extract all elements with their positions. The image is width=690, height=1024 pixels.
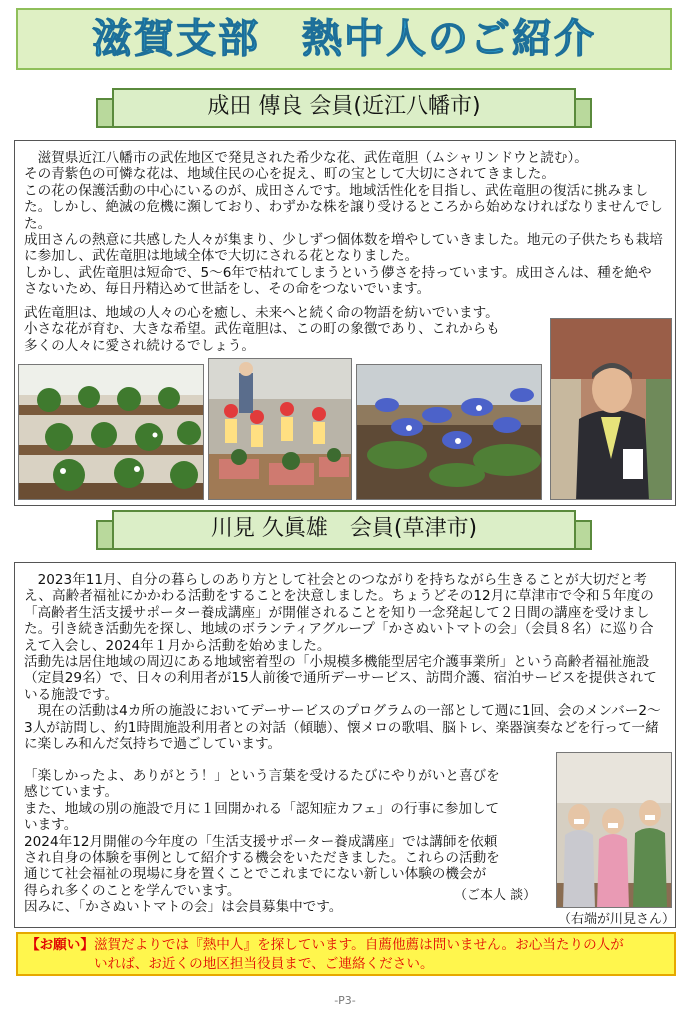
kawami-signature: （ご本人 談） [454, 888, 537, 903]
kawami-article-text: 2023年11月、自分の暮らしのあり方として社会とのつながりを持ちながら生きることが大切だと考え、高齢者福祉にかかわる活動をすることを決意しました。ちょうどその12月に草津市で令和５年度の「高齢者生活支援サポーター養成講座」が開催されることを知り一念発起して２日間の講座を受けました。引き続き活動先を探し、地域のボランティアグループ「かさぬいトマトの会」（会員８名）に巡り合えて入会し、2024年１月から活動を始めました。 活動先は居住地域の周辺にある地域密着型の「小規模多機能型居宅介護事業所」という高齢者福祉施設（定員29名）で、日々の利用者が15人前後で通所デーサービス、訪問介護、宿泊サービスを提供されている施設です。 現在の活動は4カ所の施設においてデーサービスのプログラムの一部として週に1回、会のメンバー2～3人が訪問し、約1時間施設利用者との対話（傾聴）、懐メロの歌唱、脳トレ、楽器演奏などを行って一緒に楽しみ和んだ気持ちで過ごしています。 [24, 572, 661, 753]
notice-label: 【お願い】 [26, 937, 94, 953]
page-number: -P3- [334, 994, 356, 1007]
flowers-image [357, 365, 542, 500]
page-title: 滋賀支部 熱中人のご紹介 [16, 8, 672, 70]
photo-narita-portrait [550, 318, 672, 500]
photo-kawami-group [556, 752, 672, 908]
photo-gentian-flowers [356, 364, 542, 500]
ribbon-right-flap [574, 520, 592, 550]
member-name-kawami: 川見 久眞雄 会員(草津市) [210, 516, 478, 541]
narita-article-text: 滋賀県近江八幡市の武佐地区で発見された希少な花、武佐竜胆（ムシャリンドウと読む）。 その青紫色の可憐な花は、地域住民の心を捉え、町の宝として大切にされてきました。 この花の保護活動の中心にいるのが、成田さんです。地域活性化を目指し、武佐竜胆の復活に挑みました。しかし、絶滅の危機に瀕しており、わずかな株を譲り受けるところから始めなければなりませんでした。 成田さんの熱意に共感した人々が集まり、少しずつ個体数を増やしていきました。地元の子供たちも栽培に参加し、武佐竜胆は地域全体で大切にされる花となりました。 しかし、武佐竜胆は短命で、5～6年で枯れてしまうという儚さを持っています。成田さんは、種を絶やさないため、毎日丹精込めて世話をし、その命をつないでいます。 [24, 150, 663, 298]
photo-gentian-planters [18, 364, 204, 500]
narita-article-closing: 武佐竜胆は、地域の人々の心を癒し、未来へと続く命の物語を紡いでいます。 小さな花が育む、大きな希望。武佐竜胆は、この町の象徴であり、これからも 多くの人々に愛され続けるでしょう。 [24, 305, 500, 354]
kawami-article-closing: 「楽しかったよ、ありがとう！」という言葉を受けるたびにやりがいと喜びを 感じています。 また、地域の別の施設で月に１回開かれる「認知症カフェ」の行事に参加して います。 2024年12月開催の今年度の「生活支援サポーター養成講座」では講師を依頼 され自身の体験を事例として紹介する機会をいただきました。これらの活動を 通じて社会福祉の現場に身を置くことでこれまでにない新しい体験の機会が 得られ多くのことを学んでいます。 因みに、「かさぬいトマトの会」は会員募集中です。 [24, 768, 500, 916]
group-photo-caption: （右端が川見さん） [558, 912, 676, 927]
group-photo-image [557, 753, 672, 908]
member-name-narita: 成田 傳良 会員(近江八幡市) [207, 94, 481, 119]
notice-text: 滋賀だよりでは『熱中人』を探しています。自薦他薦は問いません。お心当たりの人が いれば、お近くの地区担当役員まで、ご連絡ください。 [93, 937, 624, 972]
planters-image [19, 365, 204, 500]
member-banner-kawami [112, 510, 576, 550]
member-banner-narita [112, 88, 576, 128]
photo-children-planting [208, 358, 352, 500]
request-notice [16, 932, 676, 976]
ribbon-right-flap [574, 98, 592, 128]
narita-portrait-image [551, 319, 672, 500]
children-image [209, 359, 352, 500]
